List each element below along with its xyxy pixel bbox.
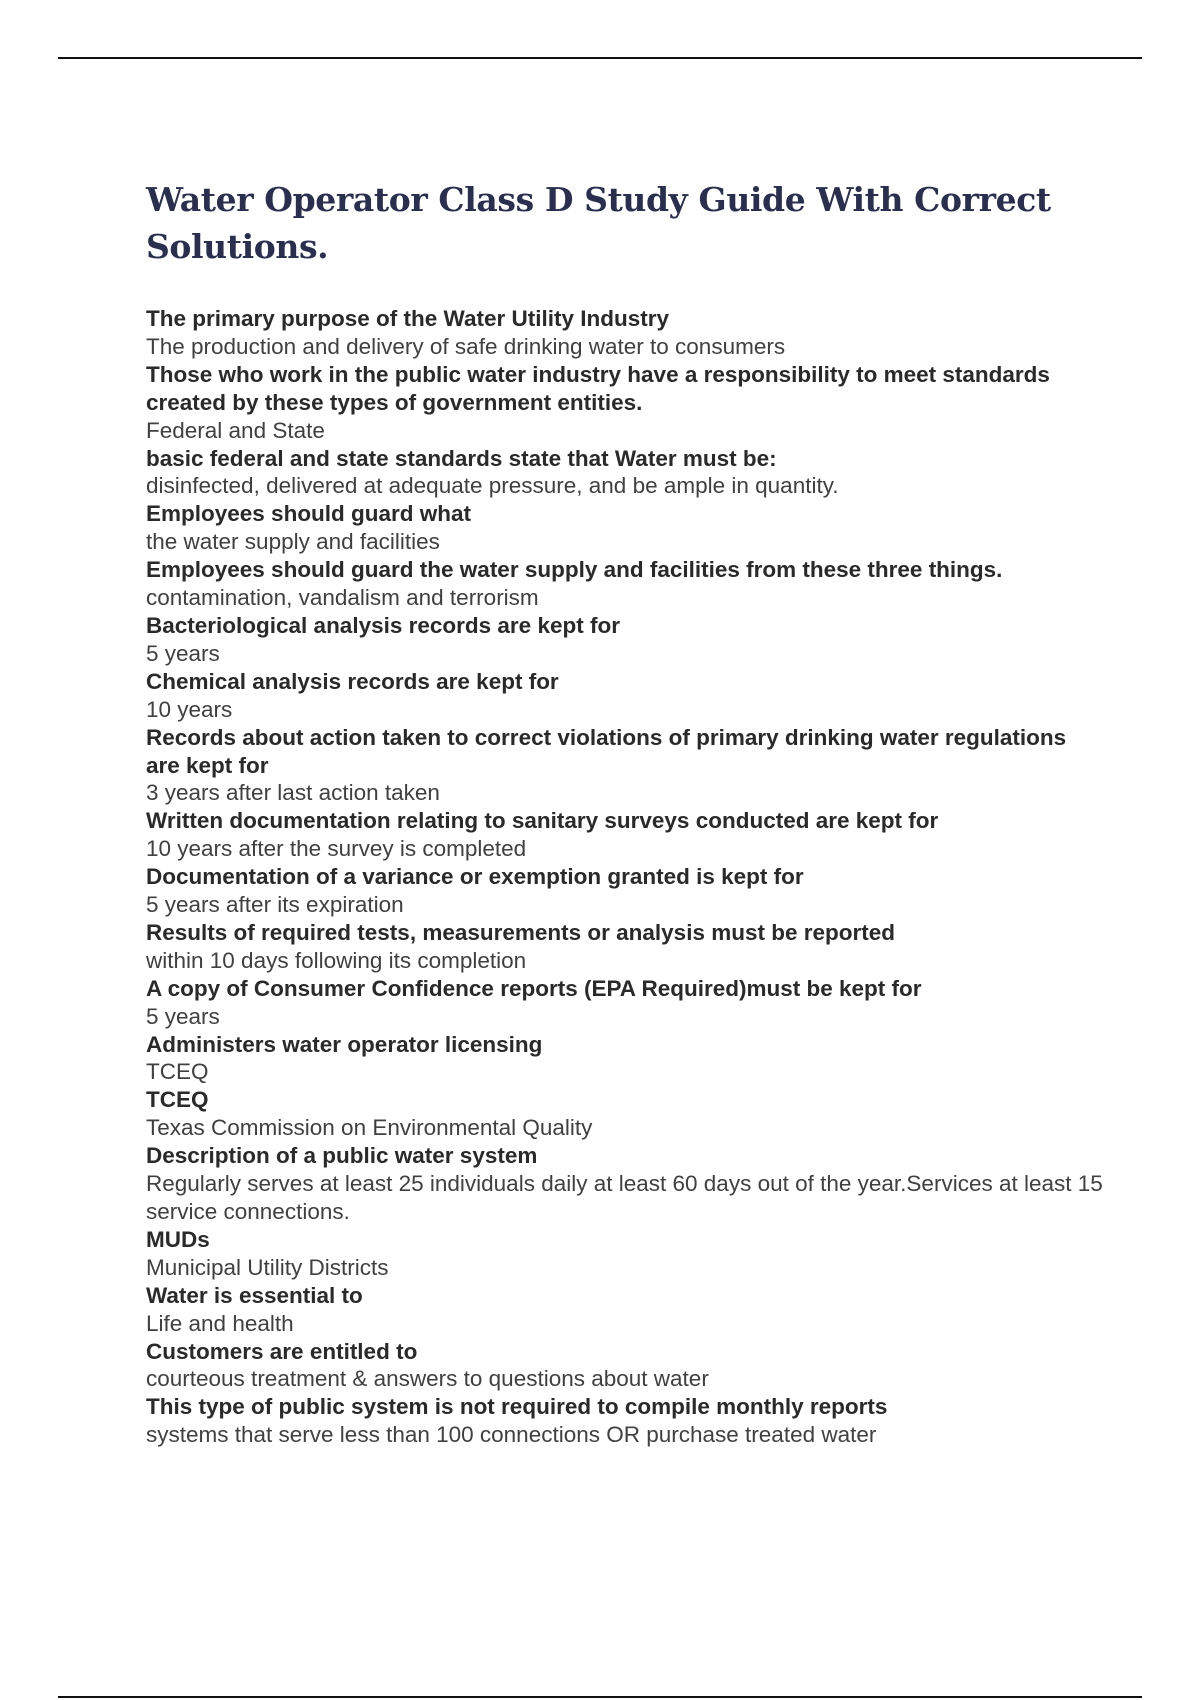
qa-item <box>146 668 1106 724</box>
answer-text: systems that serve less than 100 connections OR purchase treated water <box>146 1422 877 1448</box>
question-text: Records about action taken to correct violations of primary drinking water regulations are kept for <box>146 724 1067 778</box>
answer-text: within 10 days following its completion <box>146 947 527 973</box>
qa-item <box>146 1031 1106 1087</box>
answer-text: 3 years after last action taken <box>146 780 440 806</box>
question-text: This type of public system is not required to compile monthly reports <box>146 1394 888 1420</box>
answer-text: TCEQ <box>146 1059 209 1085</box>
qa-list <box>146 305 1106 1449</box>
qa-item <box>146 612 1106 668</box>
answer-text: 10 years after the survey is completed <box>146 836 527 862</box>
qa-item <box>146 807 1106 863</box>
qa-item <box>146 1142 1106 1226</box>
qa-item <box>146 361 1106 445</box>
qa-item <box>146 1338 1106 1394</box>
answer-text: Texas Commission on Environmental Quality <box>146 1115 593 1141</box>
answer-text: Municipal Utility Districts <box>146 1254 389 1280</box>
question-text: Documentation of a variance or exemption granted is kept for <box>146 864 804 890</box>
answer-text: Federal and State <box>146 417 325 443</box>
question-text: TCEQ <box>146 1087 209 1113</box>
question-text: Bacteriological analysis records are kept for <box>146 612 620 638</box>
question-text: MUDs <box>146 1226 210 1252</box>
qa-item <box>146 1226 1106 1282</box>
question-text: Results of required tests, measurements or analysis must be reported <box>146 919 895 945</box>
footer-rule <box>58 1696 1142 1698</box>
answer-text: 10 years <box>146 696 233 722</box>
qa-item <box>146 975 1106 1031</box>
question-text: A copy of Consumer Confidence reports (EPA Required)must be kept for <box>146 975 922 1001</box>
question-text: Chemical analysis records are kept for <box>146 668 559 694</box>
answer-text: the water supply and facilities <box>146 529 440 555</box>
qa-item <box>146 1393 1106 1449</box>
answer-text: The production and delivery of safe drinking water to consumers <box>146 333 786 359</box>
question-text: Administers water operator licensing <box>146 1031 543 1057</box>
question-text: Employees should guard what <box>146 501 472 527</box>
question-text: Customers are entitled to <box>146 1338 418 1364</box>
qa-item <box>146 556 1106 612</box>
header-rule <box>58 57 1142 59</box>
answer-text: courteous treatment & answers to questions about water <box>146 1366 709 1392</box>
page-title: Water Operator Class D Study Guide With Correct Solutions. <box>146 180 1051 266</box>
answer-text: Life and health <box>146 1310 294 1336</box>
answer-text: 5 years after its expiration <box>146 892 404 918</box>
qa-item <box>146 863 1106 919</box>
answer-text: contamination, vandalism and terrorism <box>146 585 539 611</box>
answer-text: Regularly serves at least 25 individuals daily at least 60 days out of the year.Services at least 15 service connections. <box>146 1171 1103 1224</box>
answer-text: disinfected, delivered at adequate pressure, and be ample in quantity. <box>146 473 839 499</box>
answer-text: 5 years <box>146 640 220 666</box>
qa-item <box>146 305 1106 361</box>
qa-item <box>146 1282 1106 1338</box>
question-text: Employees should guard the water supply and facilities from these three things. <box>146 557 1003 583</box>
question-text: The primary purpose of the Water Utility Industry <box>146 306 669 331</box>
qa-item <box>146 724 1106 808</box>
question-text: Water is essential to <box>146 1282 363 1308</box>
qa-item <box>146 445 1106 501</box>
qa-item <box>146 1086 1106 1142</box>
question-text: Description of a public water system <box>146 1143 538 1169</box>
question-text: Those who work in the public water industry have a responsibility to meet standards created by these types of government entities. <box>146 361 1050 415</box>
question-text: basic federal and state standards state that Water must be: <box>146 445 777 471</box>
question-text: Written documentation relating to sanitary surveys conducted are kept for <box>146 808 939 834</box>
qa-item <box>146 919 1106 975</box>
answer-text: 5 years <box>146 1003 220 1029</box>
qa-item <box>146 500 1106 556</box>
